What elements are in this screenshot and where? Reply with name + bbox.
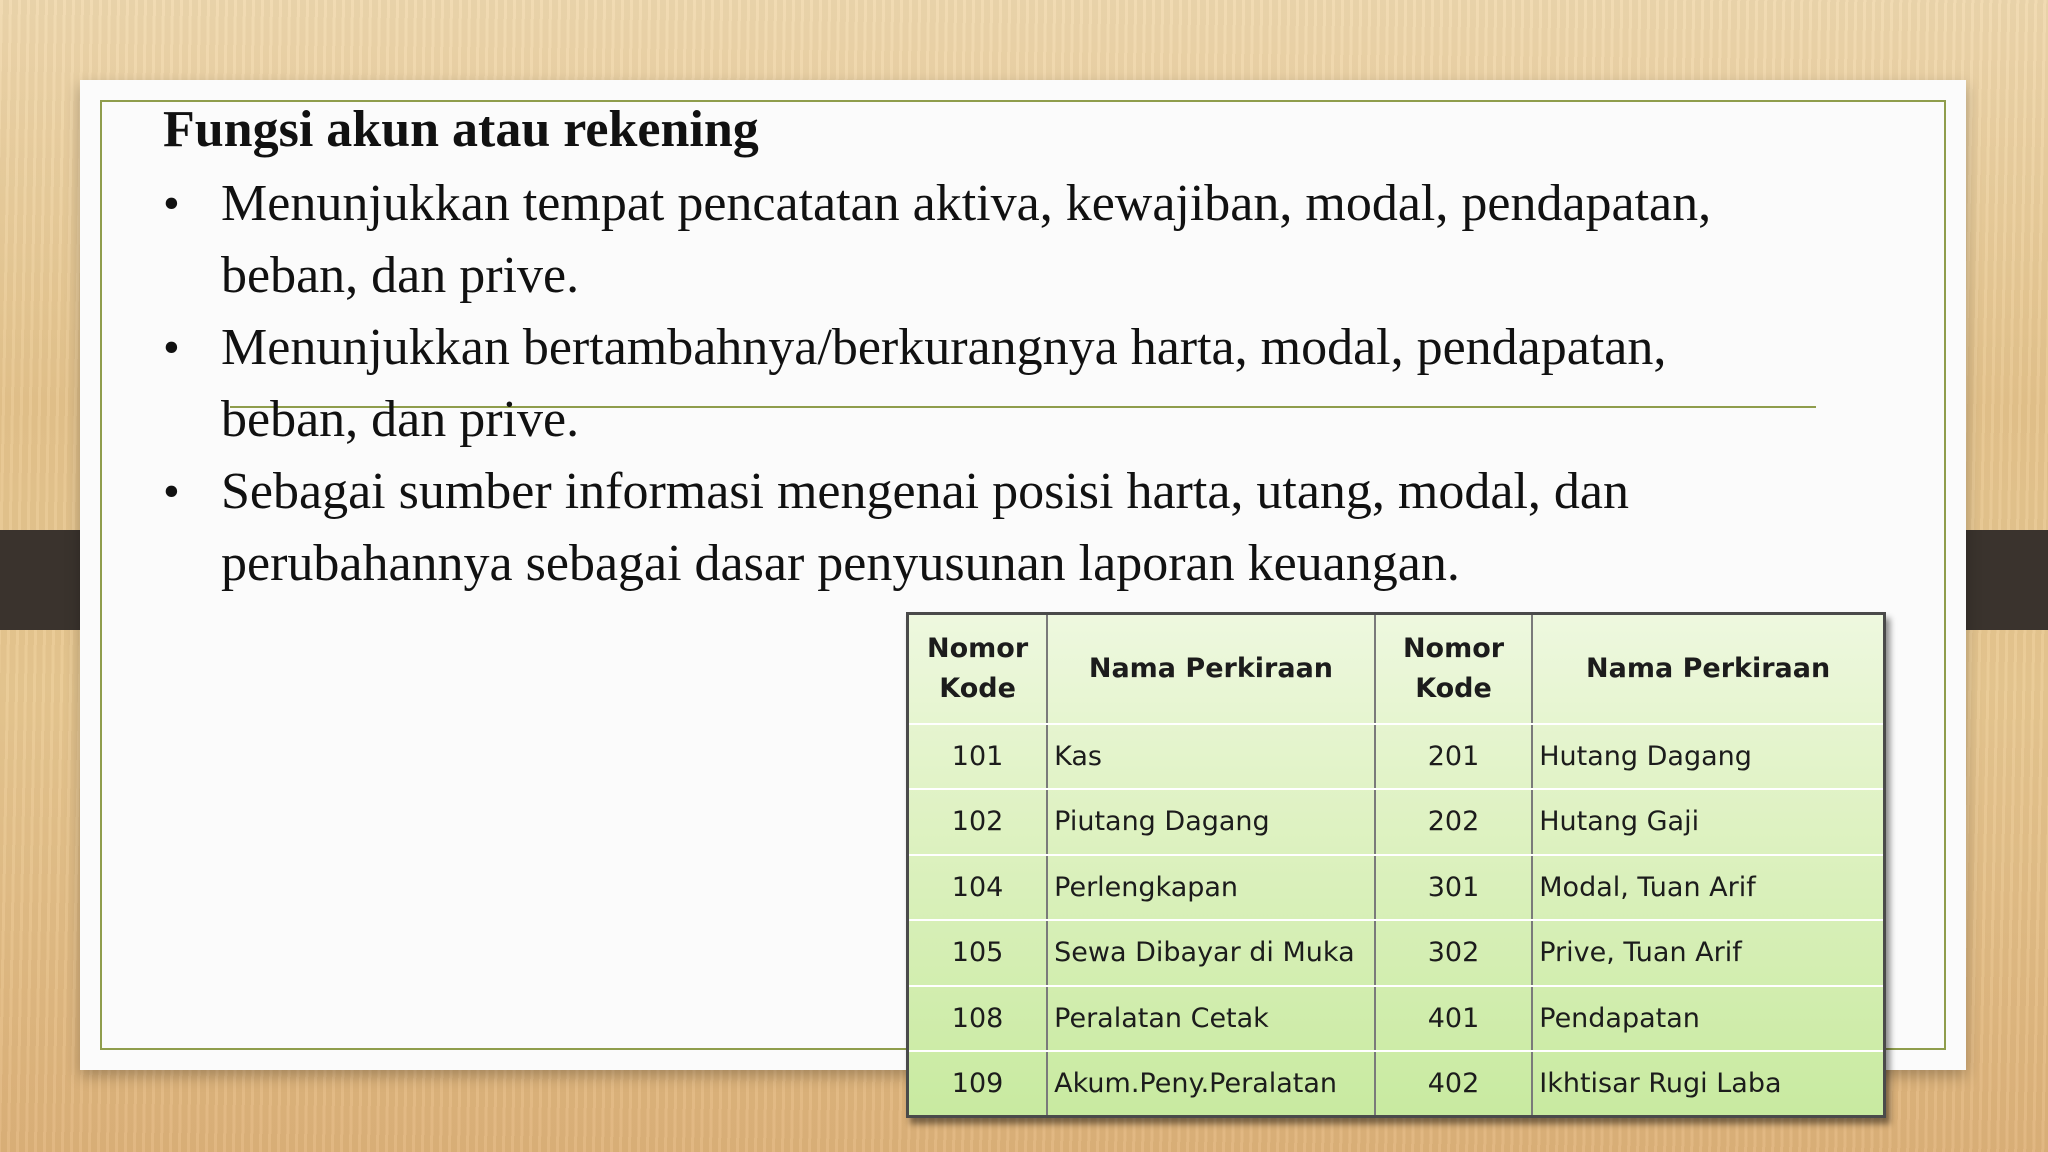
cell-code: 101 [908, 724, 1048, 790]
cell-name: Prive, Tuan Arif [1532, 920, 1884, 986]
cell-code: 104 [908, 855, 1048, 921]
cell-code: 301 [1375, 855, 1532, 921]
bullet-item [163, 312, 1803, 456]
header-code-2: Nomor Kode [1375, 614, 1532, 724]
cell-code: 202 [1375, 789, 1532, 855]
cell-name: Perlengkapan [1047, 855, 1375, 921]
table-header-row [908, 614, 1885, 724]
cell-name: Ikhtisar Rugi Laba [1532, 1051, 1884, 1117]
bullet-text: Menunjukkan tempat pencatatan aktiva, kewajiban, modal, pendapatan, beban, dan prive. [221, 175, 1712, 304]
bullet-text: Sebagai sumber informasi mengenai posisi harta, utang, modal, dan perubahannya sebagai dasar penyusunan laporan keuangan. [221, 463, 1629, 592]
cell-name: Hutang Dagang [1532, 724, 1884, 790]
cell-name: Peralatan Cetak [1047, 986, 1375, 1052]
table-row [908, 986, 1885, 1052]
table-row [908, 724, 1885, 790]
bullet-text: Menunjukkan bertambahnya/berkurangnya harta, modal, pendapatan, beban, dan prive. [221, 319, 1667, 448]
table-row [908, 855, 1885, 921]
cell-code: 302 [1375, 920, 1532, 986]
bullet-item [163, 456, 1803, 600]
bullet-list [163, 168, 1803, 600]
bullet-dot: • [163, 177, 180, 230]
cell-code: 109 [908, 1051, 1048, 1117]
table-row [908, 920, 1885, 986]
cell-code: 102 [908, 789, 1048, 855]
cell-code: 108 [908, 986, 1048, 1052]
slide-title: Fungsi akun atau rekening [163, 101, 759, 158]
header-name-2: Nama Perkiraan [1532, 614, 1884, 724]
cell-code: 401 [1375, 986, 1532, 1052]
cell-name: Akum.Peny.Peralatan [1047, 1051, 1375, 1117]
bullet-dot: • [163, 321, 180, 374]
table-row [908, 789, 1885, 855]
cell-code: 105 [908, 920, 1048, 986]
bullet-dot: • [163, 465, 180, 518]
header-code-1: Nomor Kode [908, 614, 1048, 724]
cell-name: Hutang Gaji [1532, 789, 1884, 855]
cell-name: Modal, Tuan Arif [1532, 855, 1884, 921]
table-row [908, 1051, 1885, 1117]
bullet-item [163, 168, 1803, 312]
account-code-table [906, 612, 1886, 1118]
cell-name: Pendapatan [1532, 986, 1884, 1052]
cell-code: 402 [1375, 1051, 1532, 1117]
cell-name: Sewa Dibayar di Muka [1047, 920, 1375, 986]
cell-code: 201 [1375, 724, 1532, 790]
cell-name: Piutang Dagang [1047, 789, 1375, 855]
cell-name: Kas [1047, 724, 1375, 790]
header-name-1: Nama Perkiraan [1047, 614, 1375, 724]
